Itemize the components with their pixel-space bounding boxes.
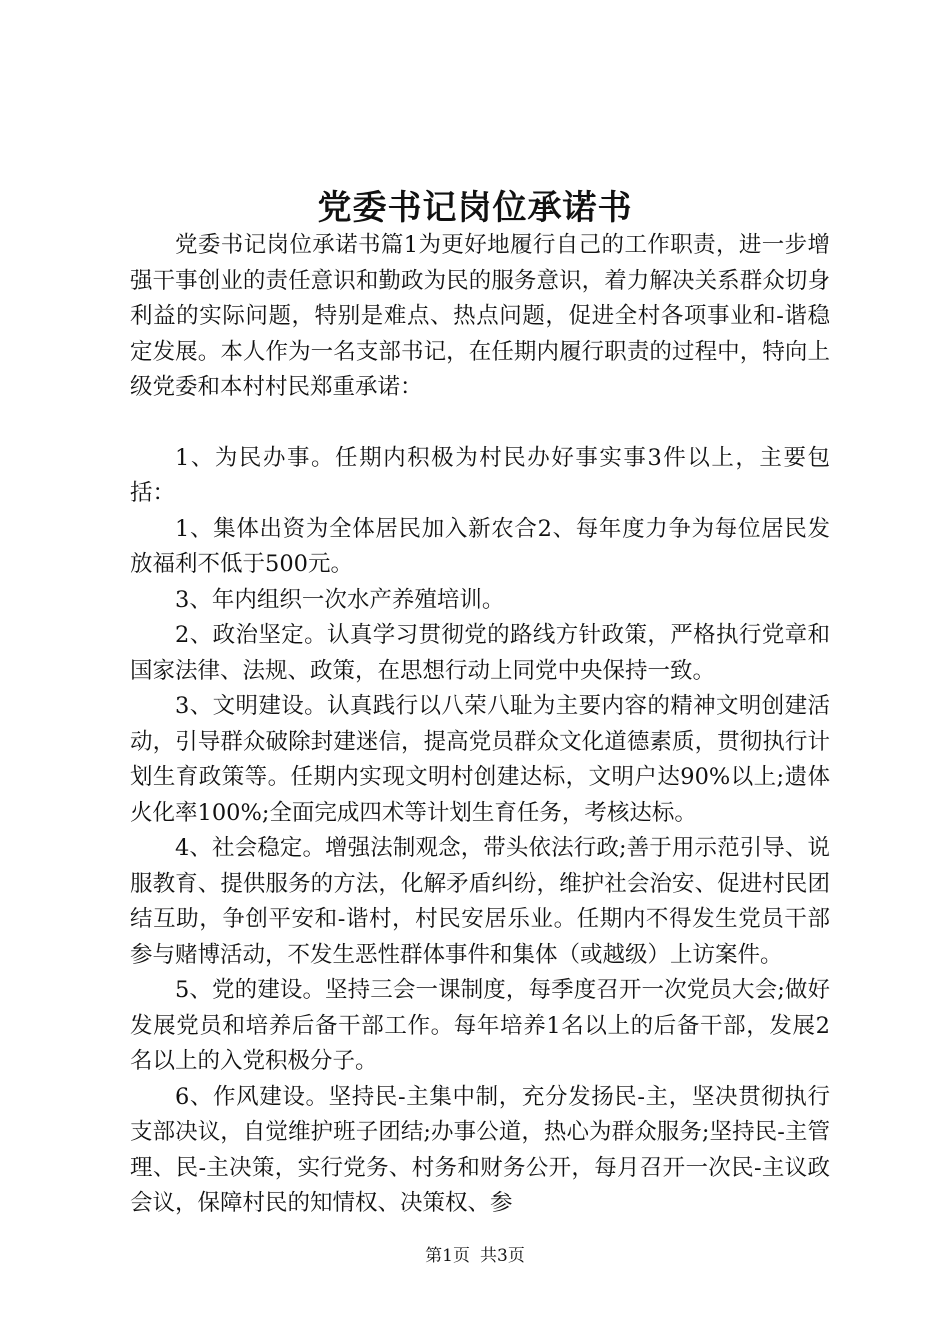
- page-footer: [0, 1244, 950, 1268]
- paragraph-item-1: 1、为民办事。任期内积极为村民办好事实事3件以上，主要包括：: [130, 444, 830, 506]
- paragraph-intro: 党委书记岗位承诺书篇1为更好地履行自己的工作职责，进一步增强干事创业的责任意识和勤政为民的服务意识，着力解决关系群众切身利益的实际问题，特别是难点、热点问题，促进全村各项事业和-谐稳定发展。本人作为一名支部书记，在任期内履行职责的过程中，特向上级党委和本村村民郑重承诺：: [130, 232, 830, 400]
- paragraph-item-5: 5、党的建设。坚持三会一课制度，每季度召开一次党员大会;做好发展党员和培养后备干部工作。每年培养1名以上的后备干部，发展2名以上的入党积极分子。: [130, 977, 830, 1074]
- page-total: 共3页: [480, 1246, 525, 1266]
- document-title: 党委书记岗位承诺书: [317, 188, 633, 228]
- page-number: 第1页: [425, 1246, 470, 1266]
- paragraph-subitem-3: 3、年内组织一次水产养殖培训。: [175, 586, 505, 613]
- paragraph-item-2: 2、政治坚定。认真学习贯彻党的路线方针政策，严格执行党章和国家法律、法规、政策，在思想行动上同党中央保持一致。: [130, 622, 830, 684]
- paragraph-item-3: 3、文明建设。认真践行以八荣八耻为主要内容的精神文明创建活动，引导群众破除封建迷信，提高党员群众文化道德素质，贯彻执行计划生育政策等。任期内实现文明村创建达标，文明户达90%以上;遗体火化率100%;全面完成四术等计划生育任务，考核达标。: [130, 693, 830, 826]
- paragraph-subitem-1-2: 1、集体出资为全体居民加入新农合2、每年度力争为每位居民发放福利不低于500元。: [130, 515, 830, 577]
- document-body: [130, 228, 830, 1222]
- paragraph-item-6: 6、作风建设。坚持民-主集中制，充分发扬民-主，坚决贯彻执行支部决议，自觉维护班子团结;办事公道，热心为群众服务;坚持民-主管理、民-主决策，实行党务、村务和财务公开，每月召开一次民-主议政会议，保障村民的知情权、决策权、参: [130, 1083, 830, 1216]
- paragraph-item-4: 4、社会稳定。增强法制观念，带头依法行政;善于用示范引导、说服教育、提供服务的方法，化解矛盾纠纷，维护社会治安、促进村民团结互助，争创平安和-谐村，村民安居乐业。任期内不得发生党员干部参与赌博活动，不发生恶性群体事件和集体（或越级）上访案件。: [130, 835, 830, 968]
